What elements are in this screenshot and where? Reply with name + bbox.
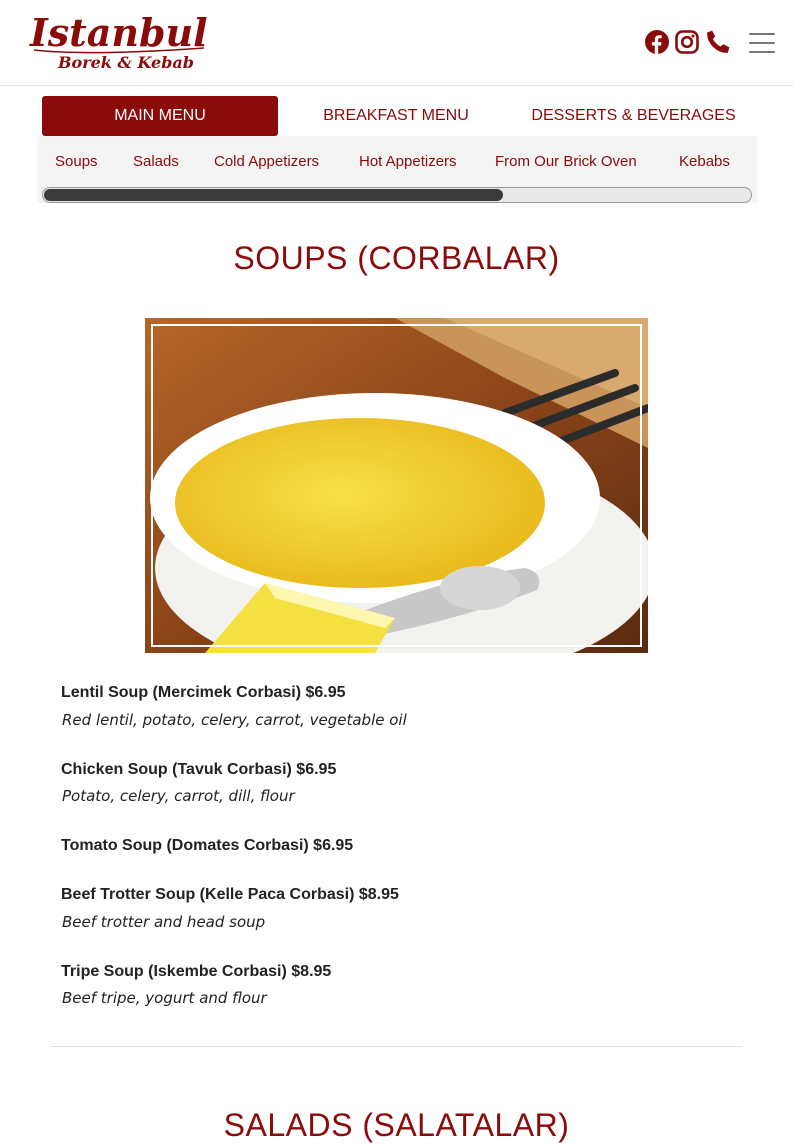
site-header [0,0,793,86]
logo-tagline: Borek & Kebab [58,53,194,72]
menu-icon[interactable] [749,33,775,53]
category-salads[interactable]: Salads [133,153,179,170]
category-cold-appetizers[interactable]: Cold Appetizers [214,153,320,170]
menu-item-name: Lentil Soup (Mercimek Corbasi) $6.95 [61,684,346,701]
tab-desserts-beverages[interactable]: DESSERTS & BEVERAGES [531,107,736,124]
facebook-icon[interactable] [645,28,669,56]
category-scrollbar[interactable] [42,187,752,203]
tab-main-menu[interactable]: MAIN MENU [42,96,278,136]
tab-breakfast-menu[interactable]: BREAKFAST MENU [323,107,469,124]
menu-item-description: Red lentil, potato, celery, carrot, vegetable oil [62,711,407,729]
category-hot-appetizers[interactable]: Hot Appetizers [359,153,457,170]
menu-item-description: Potato, celery, carrot, dill, flour [62,787,295,805]
section-title-salads: SALADS (SALATALAR) [223,1107,570,1143]
category-scrollbar-thumb[interactable] [44,189,503,201]
instagram-icon[interactable] [675,28,699,56]
menu-item-name: Beef Trotter Soup (Kelle Paca Corbasi) $8.95 [61,886,399,903]
menu-item-description: Beef trotter and head soup [62,913,266,931]
menu-item-name: Tripe Soup (Iskembe Corbasi) $8.95 [61,963,332,980]
menu-item-description: Beef tripe, yogurt and flour [62,989,267,1007]
social-links [645,28,729,56]
brand-logo-image [28,10,210,72]
phone-icon[interactable] [705,28,729,56]
soup-photo [145,318,648,653]
section-title-soups: SOUPS (CORBALAR) [233,240,560,276]
category-kebabs[interactable]: Kebabs [679,153,730,170]
logo-wordmark: Istanbul [30,10,208,55]
category-soups[interactable]: Soups [55,153,98,170]
menu-tabs [42,96,753,136]
menu-item-name: Tomato Soup (Domates Corbasi) $6.95 [61,837,354,854]
section-divider [51,1046,742,1047]
category-brick-oven[interactable]: From Our Brick Oven [495,153,637,170]
category-nav [37,136,757,203]
brand-logo[interactable] [28,10,210,72]
menu-item-name: Chicken Soup (Tavuk Corbasi) $6.95 [61,761,337,778]
